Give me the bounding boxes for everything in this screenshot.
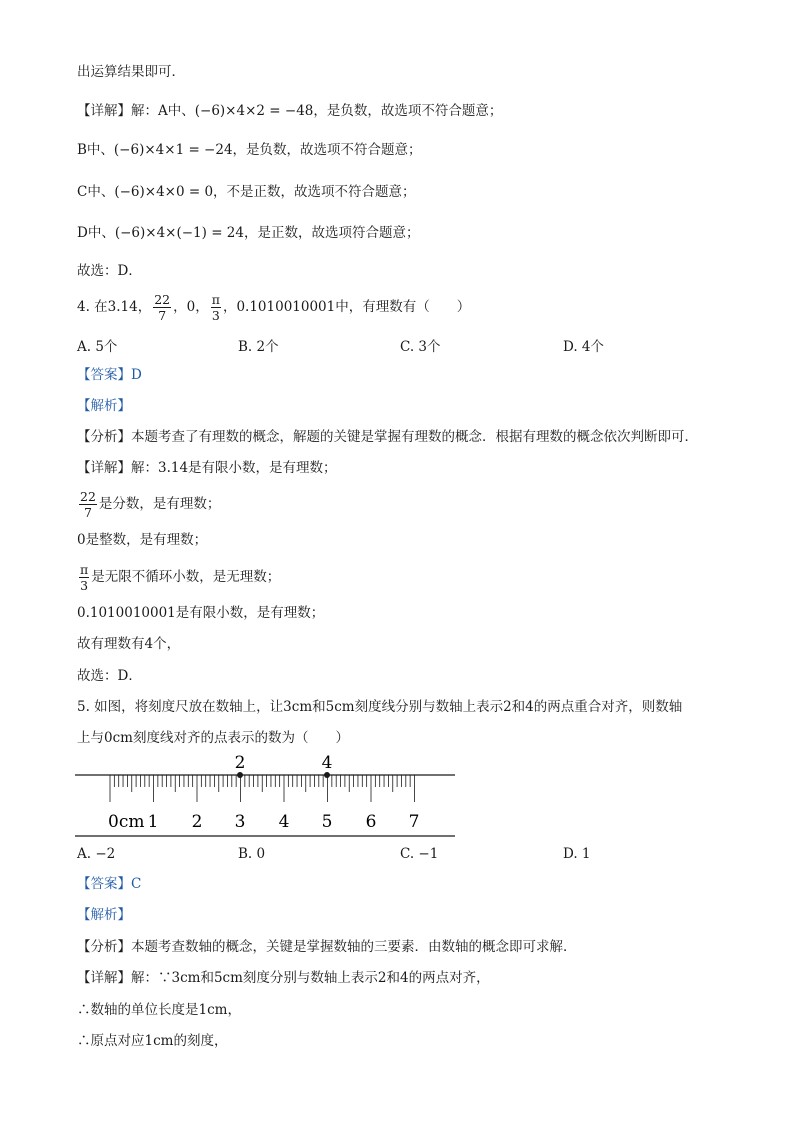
text-line: 故选：D． bbox=[77, 263, 142, 279]
fraction-denominator: 7 bbox=[83, 505, 92, 520]
fraction-numerator: π bbox=[80, 562, 89, 577]
axis-label-2: 2 bbox=[234, 753, 246, 773]
fraction-numerator: 22 bbox=[154, 292, 171, 307]
ruler-label-3: 3 bbox=[234, 812, 246, 832]
text-line: 【详解】解：A中、(−6)×4×2 = −48，是负数，故选项不符合题意； bbox=[77, 103, 503, 119]
q4-option-c: C. 3个 bbox=[400, 339, 441, 355]
text-line bbox=[77, 558, 280, 596]
ruler-label-7: 7 bbox=[408, 812, 420, 832]
ruler-label-4: 4 bbox=[278, 812, 290, 832]
text-line: ∴数轴的单位长度是1cm， bbox=[77, 1002, 241, 1018]
q4-option-b: B. 2个 bbox=[238, 339, 279, 355]
text-line: C中、(−6)×4×0 = 0，不是正数，故选项不符合题意； bbox=[77, 184, 416, 200]
ruler-label-0cm: 0cm bbox=[108, 812, 145, 832]
q4-text-mid: ，0， bbox=[173, 299, 209, 315]
q5-option-a: A. −2 bbox=[77, 846, 116, 862]
text-line: 【分析】本题考查了有理数的概念，解题的关键是掌握有理数的概念．根据有理数的概念依次判断即可． bbox=[77, 429, 698, 445]
text-line: 故有理数有4个， bbox=[77, 636, 181, 652]
fraction-22-7 bbox=[79, 489, 97, 520]
question-5-stem: 5. 如图，将刻度尺放在数轴上，让3cm和5cm刻度线分别与数轴上表示2和4的两点重合对齐，则数轴 bbox=[77, 699, 683, 715]
analysis-label: 【解析】 bbox=[77, 398, 131, 414]
fraction-denominator: 7 bbox=[158, 308, 167, 323]
text-line: 0.1010010001是有限小数，是有理数； bbox=[77, 605, 325, 621]
text-line: D中、(−6)×4×(−1) = 24，是正数，故选项符合题意； bbox=[77, 225, 420, 241]
line-text: 是分数，是有理数； bbox=[98, 496, 221, 512]
q4-option-a: A. 5个 bbox=[77, 339, 118, 355]
answer-label: 【答案】C bbox=[77, 876, 142, 892]
q5-option-b: B. 0 bbox=[238, 846, 266, 862]
ruler-label-1: 1 bbox=[147, 812, 159, 832]
fraction-pi-3 bbox=[211, 292, 221, 323]
fraction-22-7 bbox=[153, 292, 171, 323]
text-line: 【详解】解：∵3cm和5cm刻度分别与数轴上表示2和4的两点对齐， bbox=[77, 970, 490, 986]
ruler-ticks bbox=[110, 775, 415, 802]
q5-option-d: D. 1 bbox=[563, 846, 591, 862]
question-4-stem bbox=[77, 290, 470, 324]
number-line-ruler-figure bbox=[70, 748, 470, 842]
q5-option-c: C. −1 bbox=[400, 846, 439, 862]
fraction-denominator: 3 bbox=[80, 578, 89, 593]
axis-label-4: 4 bbox=[321, 753, 333, 773]
fraction-pi-3 bbox=[79, 562, 89, 593]
fraction-numerator: π bbox=[211, 292, 220, 307]
q4-text-post: ，0.1010010001中，有理数有（ ） bbox=[222, 299, 471, 315]
text-line: 【详解】解：3.14是有限小数，是有理数； bbox=[77, 460, 337, 476]
line-text: 是无限不循环小数，是无理数； bbox=[91, 569, 281, 585]
text-line bbox=[77, 485, 220, 523]
fraction-numerator: 22 bbox=[80, 489, 96, 504]
text-line: 出运算结果即可． bbox=[77, 64, 185, 80]
text-line: 【分析】本题考查数轴的概念，关键是掌握数轴的三要素．由数轴的概念即可求解． bbox=[77, 939, 577, 955]
text-line: ∴原点对应1cm的刻度， bbox=[77, 1033, 228, 1049]
text-line: 故选：D． bbox=[77, 668, 142, 684]
ruler-label-2: 2 bbox=[191, 812, 203, 832]
q4-option-d: D. 4个 bbox=[563, 339, 605, 355]
text-line: 0是整数，是有理数； bbox=[77, 532, 208, 548]
q4-text-pre: 4. 在3.14， bbox=[77, 299, 152, 315]
fraction-denominator: 3 bbox=[211, 308, 220, 323]
analysis-label: 【解析】 bbox=[77, 907, 131, 923]
text-line: B中、(−6)×4×1 = −24，是负数，故选项不符合题意； bbox=[77, 142, 422, 158]
ruler-label-5: 5 bbox=[321, 812, 333, 832]
ruler-label-6: 6 bbox=[365, 812, 377, 832]
answer-label: 【答案】D bbox=[77, 367, 142, 383]
question-5-stem-cont: 上与0cm刻度线对齐的点表示的数为（ ） bbox=[77, 730, 349, 746]
